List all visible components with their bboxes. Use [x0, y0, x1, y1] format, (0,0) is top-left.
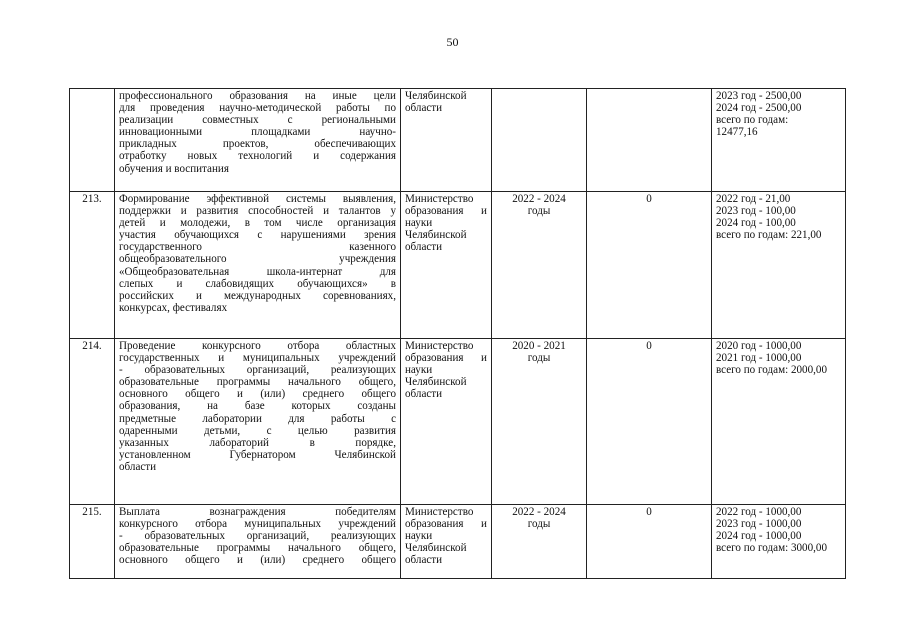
text-line: образования и: [405, 518, 487, 531]
text-line: образования, на базе которых созданы: [119, 400, 396, 413]
text-line: государственного казенного: [119, 241, 396, 254]
text-line: 12477,16: [716, 126, 758, 139]
text-line: области: [405, 241, 443, 254]
text-line: всего по годам:: [716, 114, 789, 127]
text-line: прикладных проектов, обеспечивающих: [119, 138, 396, 151]
text-line: годы: [527, 205, 551, 218]
text-line: «Общеобразовательная школа-интернат для: [119, 265, 396, 278]
text-line: области: [405, 554, 443, 567]
activity-name: [115, 192, 401, 339]
text-line: Челябинской: [405, 90, 467, 102]
row-number: 213.: [70, 192, 115, 339]
text-line: государственных и муниципальных учреждений: [119, 352, 396, 365]
text-line: указанных лабораторий в порядке,: [119, 436, 396, 449]
text-line: Выплата вознаграждения победителям: [119, 506, 396, 518]
zero-value: [587, 89, 712, 192]
executor: [401, 505, 492, 579]
zero-value: 0: [587, 505, 712, 579]
period: [492, 89, 587, 192]
text-line: детей и молодежи, в том числе организация: [119, 217, 396, 230]
text-line: слепых и слабовидящих обучающихся» в: [119, 277, 396, 290]
text-line: основного общего и (или) среднего общего: [119, 388, 396, 401]
row-number: [70, 89, 115, 192]
table-row: [70, 192, 846, 339]
zero-value: 0: [587, 339, 712, 505]
text-line: установленном Губернатором Челябинской: [119, 448, 396, 461]
text-line: реализации совместных с региональными: [119, 114, 396, 127]
text-line: 2022 - 2024: [512, 506, 566, 518]
text-line: 2023 год - 2500,00: [716, 90, 802, 102]
text-line: российских и международных соревнованиях,: [119, 289, 396, 302]
text-line: конкурсного отбора муниципальных учреждений: [119, 518, 396, 531]
table-row: [70, 89, 846, 192]
activity-name: [115, 505, 401, 579]
funding: [712, 192, 846, 339]
text-line: профессионального образования на иные цели: [119, 90, 396, 102]
row-number: 214.: [70, 339, 115, 505]
text-line: всего по годам: 3000,00: [716, 542, 828, 555]
text-line: конкурсах, фестивалях: [119, 301, 228, 314]
page-number: 50: [446, 35, 459, 49]
text-line: обучения и воспитания: [119, 162, 229, 175]
funding: [712, 89, 846, 192]
text-line: 2024 год - 2500,00: [716, 102, 802, 115]
text-line: Челябинской: [405, 229, 467, 242]
text-line: Министерство: [405, 506, 474, 518]
period: [492, 505, 587, 579]
text-line: Проведение конкурсного отбора областных: [119, 340, 396, 352]
table-row: [70, 505, 846, 579]
executor: [401, 339, 492, 505]
text-line: 2020 год - 1000,00: [716, 340, 802, 352]
text-line: науки: [405, 364, 433, 377]
text-line: Формирование эффективной системы выявления,: [119, 193, 396, 205]
text-line: области: [405, 388, 443, 401]
text-line: всего по годам: 221,00: [716, 229, 822, 242]
text-line: Челябинской: [405, 542, 467, 555]
activity-name: [115, 89, 401, 192]
text-line: области: [119, 460, 157, 473]
text-line: образовательные программы начального общего,: [119, 542, 396, 555]
text-line: годы: [527, 352, 551, 365]
period: [492, 192, 587, 339]
text-line: отработку новых технологий и содержания: [119, 150, 396, 163]
text-line: Министерство: [405, 340, 474, 352]
text-line: 2024 год - 100,00: [716, 217, 796, 230]
text-line: Челябинской: [405, 376, 467, 389]
text-line: участия обучающихся с нарушениями зрения: [119, 229, 396, 242]
text-line: - образовательных организаций, реализующих: [119, 530, 396, 543]
text-line: Министерство: [405, 193, 474, 205]
text-line: одаренными детьми, с целью развития: [119, 424, 396, 437]
text-line: области: [405, 102, 443, 115]
text-line: поддержки и развития способностей и талантов у: [119, 205, 396, 218]
row-number: 215.: [70, 505, 115, 579]
text-line: 2023 год - 100,00: [716, 205, 796, 218]
executor: [401, 192, 492, 339]
funding: [712, 505, 846, 579]
text-line: образовательные программы начального общего,: [119, 376, 396, 389]
text-line: 2024 год - 1000,00: [716, 530, 802, 543]
text-line: для проведения научно-методической работы по: [119, 102, 396, 115]
period: [492, 339, 587, 505]
text-line: 2022 год - 1000,00: [716, 506, 802, 518]
text-line: науки: [405, 530, 433, 543]
text-line: основного общего и (или) среднего общего: [119, 554, 396, 567]
text-line: 2022 год - 21,00: [716, 193, 791, 205]
text-line: 2022 - 2024: [512, 193, 566, 205]
text-line: образования и: [405, 352, 487, 365]
text-line: всего по годам: 2000,00: [716, 364, 828, 377]
program-table: [69, 88, 846, 579]
text-line: науки: [405, 217, 433, 230]
activity-name: [115, 339, 401, 505]
text-line: годы: [527, 518, 551, 531]
table-row: [70, 339, 846, 505]
text-line: предметные лаборатории для работы с: [119, 412, 396, 425]
executor: [401, 89, 492, 192]
text-line: 2021 год - 1000,00: [716, 352, 802, 365]
text-line: - образовательных организаций, реализующих: [119, 364, 396, 377]
zero-value: 0: [587, 192, 712, 339]
funding: [712, 339, 846, 505]
text-line: общеобразовательного учреждения: [119, 253, 396, 266]
text-line: образования и: [405, 205, 487, 218]
text-line: инновационными площадками научно-: [119, 126, 396, 139]
text-line: 2023 год - 1000,00: [716, 518, 802, 531]
text-line: 2020 - 2021: [512, 340, 566, 352]
